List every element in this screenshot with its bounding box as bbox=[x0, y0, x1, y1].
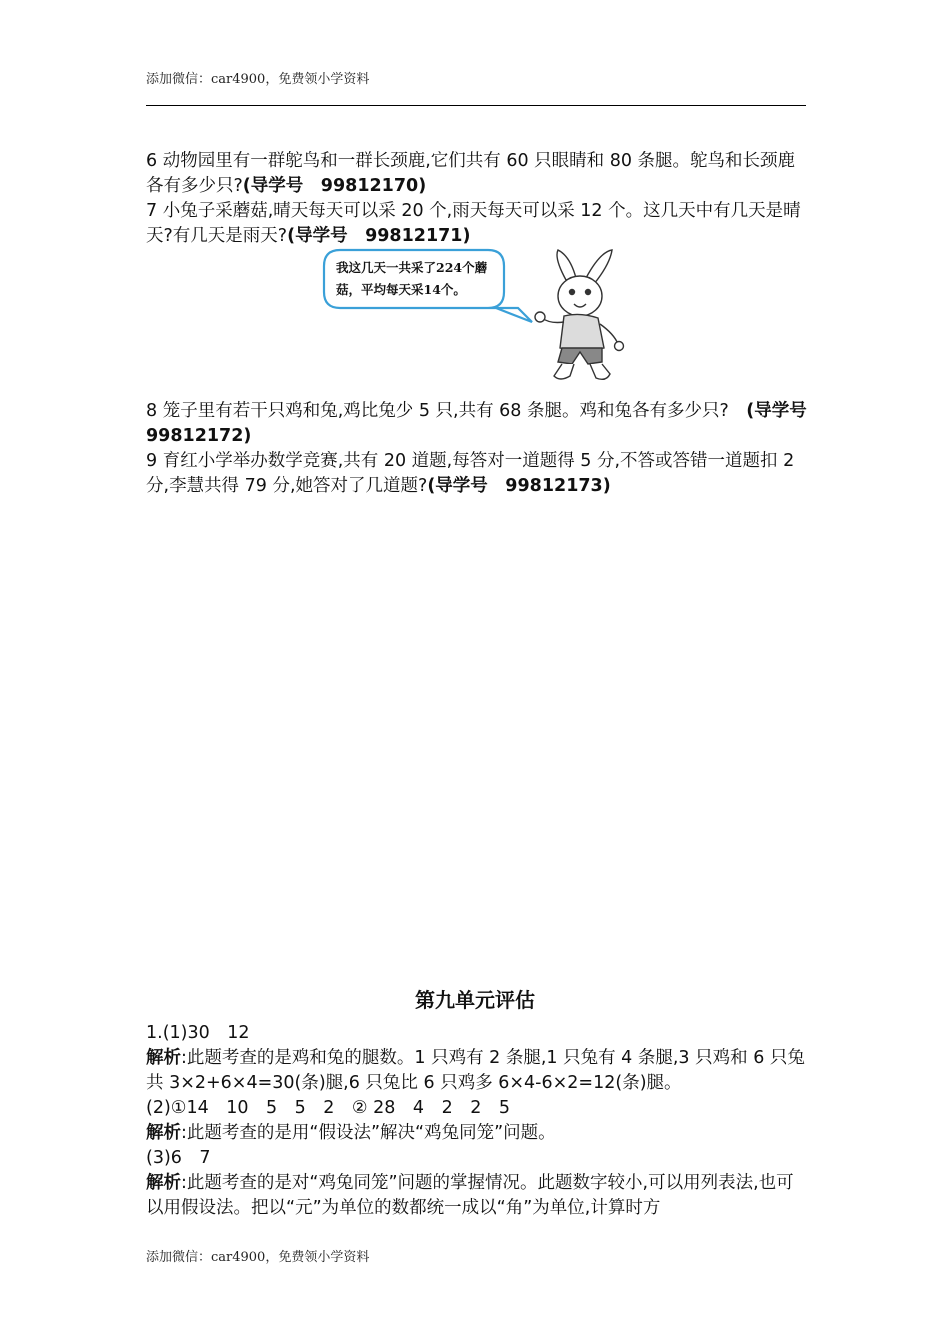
header-note: 添加微信：car4900，免费领小学资料 bbox=[146, 72, 370, 87]
question-6-ref: (导学号 99812170) bbox=[242, 176, 427, 196]
bubble-line-2: 菇，平均每天采14个。 bbox=[336, 282, 466, 297]
question-8-ref: (导学号 99812172) bbox=[146, 401, 825, 446]
answer-label: 解析 bbox=[146, 1123, 181, 1143]
answer-line bbox=[146, 1021, 808, 1046]
answers-section bbox=[146, 1021, 808, 1221]
questions-top bbox=[146, 149, 808, 249]
question-7-ref: (导学号 99812171) bbox=[287, 226, 471, 246]
footer-note: 添加微信：car4900，免费领小学资料 bbox=[146, 1250, 370, 1265]
question-6-text: 6 动物园里有一群鸵鸟和一群长颈鹿,它们共有 60 只眼睛和 80 条腿。鸵鸟和长颈鹿各有多少只? bbox=[146, 151, 796, 196]
header-divider bbox=[146, 105, 806, 106]
answer-text: :此题考查的是用“假设法”解决“鸡兔同笼”问题。 bbox=[181, 1123, 556, 1143]
answer-text: :此题考查的是对“鸡兔同笼”问题的掌握情况。此题数字较小,可以用列表法,也可以用假设法。把以“元”为单位的数都统一成以“角”为单位,计算时方 bbox=[146, 1173, 794, 1218]
answer-text: :此题考查的是鸡和兔的腿数。1 只鸡有 2 条腿,1 只兔有 4 条腿,3 只鸡和 6 只兔共 3×2+6×4=30(条)腿,6 只兔比 6 只鸡多 6×4-6×2=12(条)腿。 bbox=[146, 1048, 805, 1093]
answer-text: 1.(1)30 12 bbox=[146, 1023, 250, 1043]
questions-bottom bbox=[146, 399, 825, 499]
question-9-text: 9 育红小学举办数学竞赛,共有 20 道题,每答对一道题得 5 分,不答或答错一道题扣 2 分,李慧共得 79 分,她答对了几道题? bbox=[146, 451, 795, 496]
question-8-text: 8 笼子里有若干只鸡和兔,鸡比兔少 5 只,共有 68 条腿。鸡和兔各有多少只? bbox=[146, 401, 747, 421]
answer-line bbox=[146, 1171, 808, 1221]
bubble-line-1: 我这几天一共采了224个蘑 bbox=[336, 260, 488, 275]
rabbit-illustration bbox=[318, 244, 630, 386]
answer-line bbox=[146, 1046, 808, 1096]
question-7-text: 7 小兔子采蘑菇,晴天每天可以采 20 个,雨天每天可以采 12 个。这几天中有几天是晴天?有几天是雨天? bbox=[146, 201, 801, 246]
question-6 bbox=[146, 149, 808, 199]
question-9-ref: (导学号 99812173) bbox=[427, 476, 611, 496]
answer-text: (2)①14 10 5 5 2 ② 28 4 2 2 5 bbox=[146, 1098, 510, 1118]
question-9 bbox=[146, 449, 808, 499]
answer-line bbox=[146, 1146, 808, 1171]
answer-line bbox=[146, 1121, 808, 1146]
question-7 bbox=[146, 199, 808, 249]
answer-line bbox=[146, 1096, 808, 1121]
answer-label: 解析 bbox=[146, 1048, 181, 1068]
rabbit-figure bbox=[535, 250, 624, 379]
answer-text: (3)6 7 bbox=[146, 1148, 211, 1168]
question-8 bbox=[146, 399, 825, 449]
answer-label: 解析 bbox=[146, 1173, 181, 1193]
answers-title: 第九单元评估 bbox=[415, 988, 535, 1012]
